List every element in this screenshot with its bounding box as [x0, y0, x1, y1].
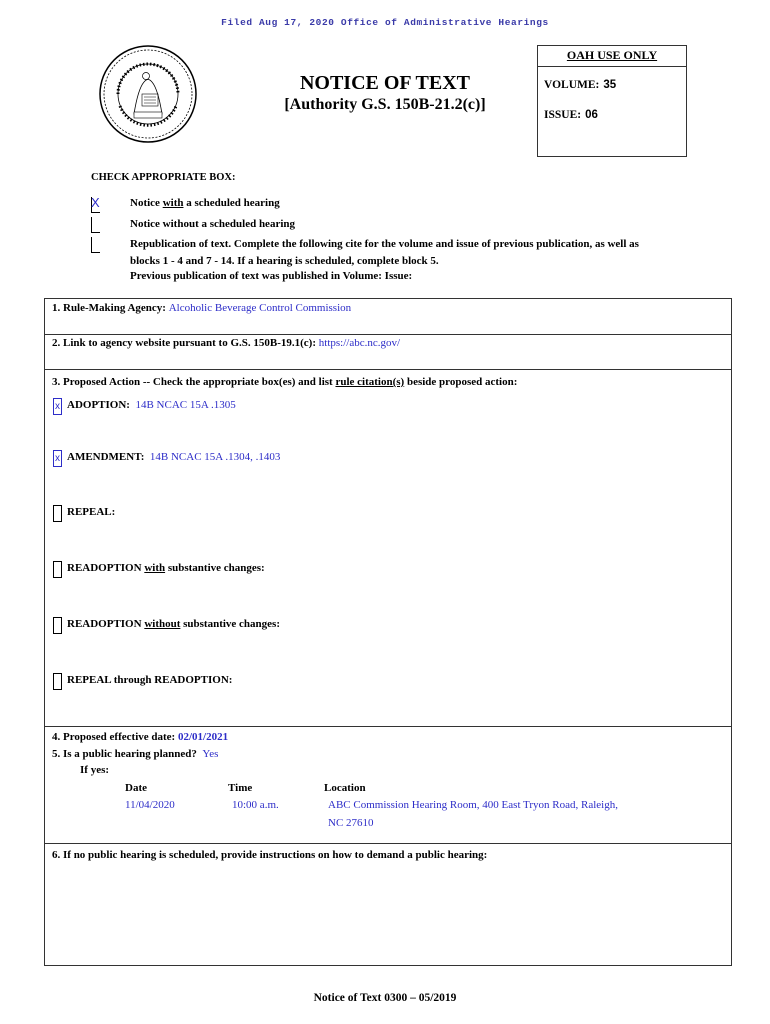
divider	[45, 369, 731, 370]
option-republication-line1: Republication of text. Complete the following cite for the volume and issue of previous publication, as well as	[130, 238, 639, 250]
block4-effective-date: 4. Proposed effective date: 02/01/2021	[52, 731, 229, 743]
filing-stamp: Filed Aug 17, 2020 Office of Administrative Hearings	[221, 17, 549, 28]
hearing-location-line2: NC 27610	[328, 817, 374, 829]
divider	[45, 726, 731, 727]
volume-value: 35	[603, 79, 617, 91]
repeal-row: REPEAL:	[67, 506, 116, 518]
oah-heading: OAH USE ONLY	[538, 48, 686, 67]
time-heading: Time	[228, 782, 253, 794]
checkbox-amendment[interactable]: x	[53, 450, 62, 467]
volume-label: VOLUME:	[544, 79, 600, 91]
block1-agency: 1. Rule-Making Agency: Alcoholic Beverage Control Commission	[52, 302, 352, 314]
date-heading: Date	[125, 782, 147, 794]
agency-link[interactable]: https://abc.nc.gov/	[318, 337, 401, 349]
adoption-value: 14B NCAC 15A .1305	[135, 399, 236, 411]
checkbox-adoption[interactable]: x	[53, 398, 62, 415]
readoption-without-row: READOPTION without substantive changes:	[67, 618, 280, 630]
issue-value: 06	[585, 109, 598, 121]
checkbox-with-hearing-mark: X	[91, 195, 100, 210]
readoption-with-row: READOPTION with substantive changes:	[67, 562, 265, 574]
footer-form-id: Notice of Text 0300 – 05/2019	[313, 992, 457, 1004]
divider	[45, 334, 731, 335]
amendment-row: AMENDMENT: 14B NCAC 15A .1304, .1403	[67, 451, 281, 463]
checkbox-republication[interactable]	[91, 237, 100, 253]
page-title: NOTICE OF TEXT	[299, 72, 471, 94]
hearing-date: 11/04/2020	[125, 799, 175, 811]
hearing-planned-value: Yes	[202, 748, 219, 760]
option-republication-line3: Previous publication of text was published in Volume: Issue:	[130, 270, 413, 282]
issue-line	[544, 109, 598, 121]
checkbox-repeal[interactable]	[53, 505, 62, 522]
block5-hearing: 5. Is a public hearing planned? Yes	[52, 748, 219, 760]
option-without-hearing: Notice without a scheduled hearing	[130, 218, 295, 230]
checkbox-readoption-with[interactable]	[53, 561, 62, 578]
option-republication-line2: blocks 1 - 4 and 7 - 14. If a hearing is scheduled, complete block 5.	[130, 255, 439, 267]
hearing-time: 10:00 a.m.	[232, 799, 279, 811]
amendment-value: 14B NCAC 15A .1304, .1403	[149, 451, 281, 463]
option-with-hearing: Notice with a scheduled hearing	[130, 197, 280, 209]
effective-date-value: 02/01/2021	[177, 731, 229, 743]
form-blocks	[44, 298, 732, 966]
repeal-readoption-row: REPEAL through READOPTION:	[67, 674, 233, 686]
checkbox-readoption-without[interactable]	[53, 617, 62, 634]
block3-heading: 3. Proposed Action -- Check the appropriate box(es) and list rule citation(s) beside proposed action:	[52, 376, 518, 388]
divider	[45, 843, 731, 844]
block6-demand-hearing: 6. If no public hearing is scheduled, provide instructions on how to demand a public hearing:	[52, 849, 488, 861]
if-yes-label: If yes:	[80, 764, 110, 776]
agency-value: Alcoholic Beverage Control Commission	[168, 302, 352, 314]
oah-use-only-box	[537, 45, 687, 157]
check-heading: CHECK APPROPRIATE BOX:	[91, 172, 236, 183]
hearing-location-line1: ABC Commission Hearing Room, 400 East Tryon Road, Raleigh,	[328, 799, 618, 811]
checkbox-repeal-readoption[interactable]	[53, 673, 62, 690]
checkbox-without-hearing[interactable]	[91, 217, 100, 233]
volume-line	[544, 79, 616, 91]
state-seal-icon	[98, 44, 198, 144]
location-heading: Location	[324, 782, 366, 794]
issue-label: ISSUE:	[544, 109, 582, 121]
adoption-row: ADOPTION: 14B NCAC 15A .1305	[67, 399, 236, 411]
block2-link: 2. Link to agency website pursuant to G.S. 150B-19.1(c): https://abc.nc.gov/	[52, 337, 401, 349]
page-subtitle: [Authority G.S. 150B-21.2(c)]	[284, 96, 486, 113]
